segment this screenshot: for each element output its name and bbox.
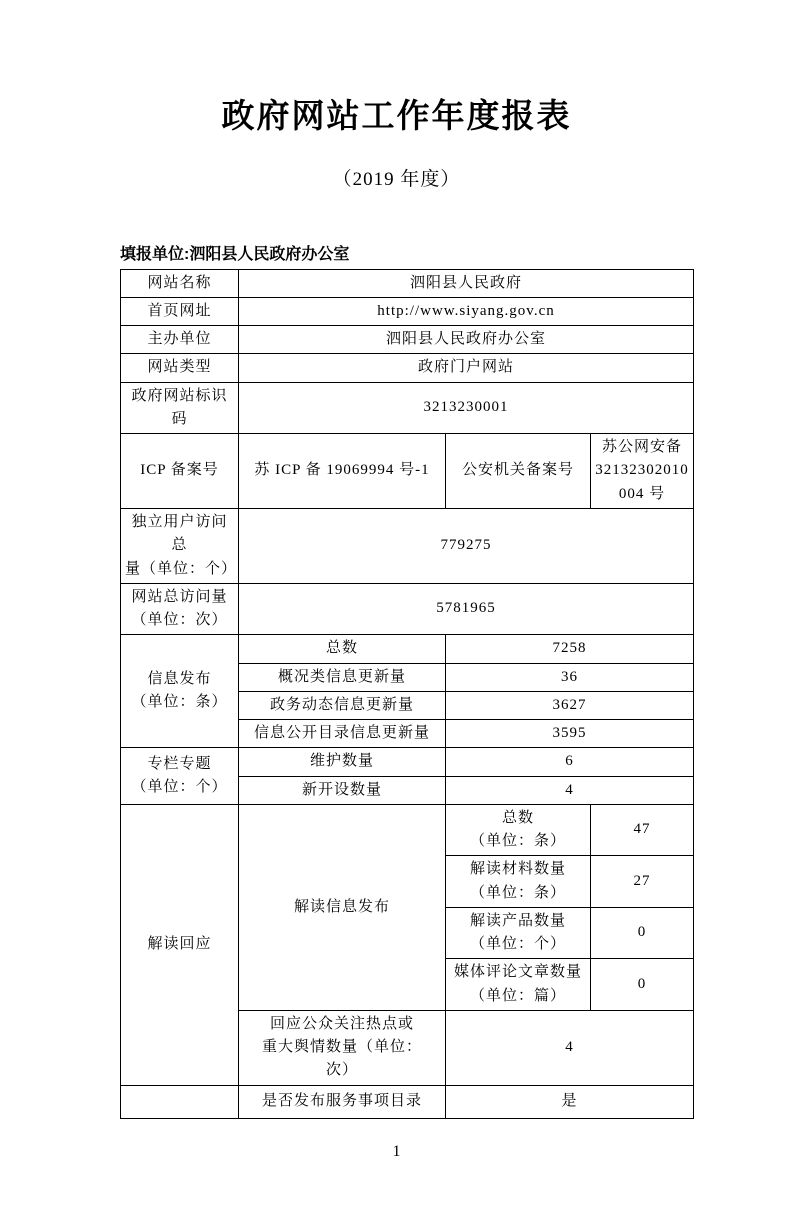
site-name-label: 网站名称 bbox=[121, 269, 239, 297]
site-id-value: 3213230001 bbox=[239, 382, 694, 434]
new-count-value: 4 bbox=[446, 776, 694, 804]
icp-value: 苏 ICP 备 19069994 号-1 bbox=[239, 434, 446, 509]
overview-update-value: 36 bbox=[446, 663, 694, 691]
service-catalog-label: 是否发布服务事项目录 bbox=[239, 1085, 446, 1118]
info-publish-label: 信息发布 （单位：条） bbox=[121, 635, 239, 748]
site-type-label: 网站类型 bbox=[121, 354, 239, 382]
homepage-url-label: 首页网址 bbox=[121, 297, 239, 325]
homepage-url-value: http://www.siyang.gov.cn bbox=[239, 297, 694, 325]
annual-report-table bbox=[120, 269, 694, 1119]
unique-visitors-label: 独立用户访问总 量（单位：个） bbox=[121, 509, 239, 584]
empty-cell bbox=[121, 1085, 239, 1118]
table-row bbox=[121, 382, 694, 434]
interp-material-label: 解读材料数量 （单位：条） bbox=[446, 856, 591, 908]
table-row bbox=[121, 635, 694, 663]
icp-label: ICP 备案号 bbox=[121, 434, 239, 509]
table-row bbox=[121, 804, 694, 856]
service-catalog-value: 是 bbox=[446, 1085, 694, 1118]
site-name-value: 泗阳县人民政府 bbox=[239, 269, 694, 297]
table-row bbox=[121, 354, 694, 382]
unique-visitors-value: 779275 bbox=[239, 509, 694, 584]
open-catalog-update-label: 信息公开目录信息更新量 bbox=[239, 720, 446, 748]
info-total-value: 7258 bbox=[446, 635, 694, 663]
police-record-label: 公安机关备案号 bbox=[446, 434, 591, 509]
open-catalog-update-value: 3595 bbox=[446, 720, 694, 748]
report-year: （2019 年度） bbox=[332, 168, 461, 190]
maintained-count-value: 6 bbox=[446, 748, 694, 776]
table-row bbox=[121, 269, 694, 297]
interp-product-value: 0 bbox=[591, 907, 694, 959]
table-row bbox=[121, 1085, 694, 1118]
police-record-value: 苏公网安备 32132302010 004 号 bbox=[591, 434, 694, 509]
special-topics-label: 专栏专题 （单位：个） bbox=[121, 748, 239, 805]
media-comment-label: 媒体评论文章数量 （单位：篇） bbox=[446, 959, 591, 1011]
reporting-unit: 填报单位:泗阳县人民政府办公室 bbox=[120, 245, 350, 263]
site-id-label: 政府网站标识码 bbox=[121, 382, 239, 434]
interpretation-publish-label: 解读信息发布 bbox=[239, 804, 446, 1010]
interp-material-value: 27 bbox=[591, 856, 694, 908]
report-title: 政府网站工作年度报表 bbox=[221, 97, 572, 134]
total-visits-value: 5781965 bbox=[239, 583, 694, 635]
host-unit-label: 主办单位 bbox=[121, 326, 239, 354]
page-number: 1 bbox=[392, 1142, 401, 1160]
table-row bbox=[121, 583, 694, 635]
table-row bbox=[121, 326, 694, 354]
interpretation-label: 解读回应 bbox=[121, 804, 239, 1085]
info-total-label: 总数 bbox=[239, 635, 446, 663]
table-row bbox=[121, 748, 694, 776]
table-row bbox=[121, 434, 694, 509]
interp-total-label: 总数 （单位：条） bbox=[446, 804, 591, 856]
table-row bbox=[121, 509, 694, 584]
interp-total-value: 47 bbox=[591, 804, 694, 856]
site-type-value: 政府门户网站 bbox=[239, 354, 694, 382]
media-comment-value: 0 bbox=[591, 959, 694, 1011]
interp-product-label: 解读产品数量 （单位：个） bbox=[446, 907, 591, 959]
document-page bbox=[0, 96, 793, 1161]
table-row bbox=[121, 297, 694, 325]
new-count-label: 新开设数量 bbox=[239, 776, 446, 804]
total-visits-label: 网站总访问量 （单位：次） bbox=[121, 583, 239, 635]
public-response-value: 4 bbox=[446, 1010, 694, 1085]
overview-update-label: 概况类信息更新量 bbox=[239, 663, 446, 691]
public-response-label: 回应公众关注热点或 重大舆情数量（单位： 次） bbox=[239, 1010, 446, 1085]
host-unit-value: 泗阳县人民政府办公室 bbox=[239, 326, 694, 354]
gov-news-update-value: 3627 bbox=[446, 691, 694, 719]
maintained-count-label: 维护数量 bbox=[239, 748, 446, 776]
gov-news-update-label: 政务动态信息更新量 bbox=[239, 691, 446, 719]
